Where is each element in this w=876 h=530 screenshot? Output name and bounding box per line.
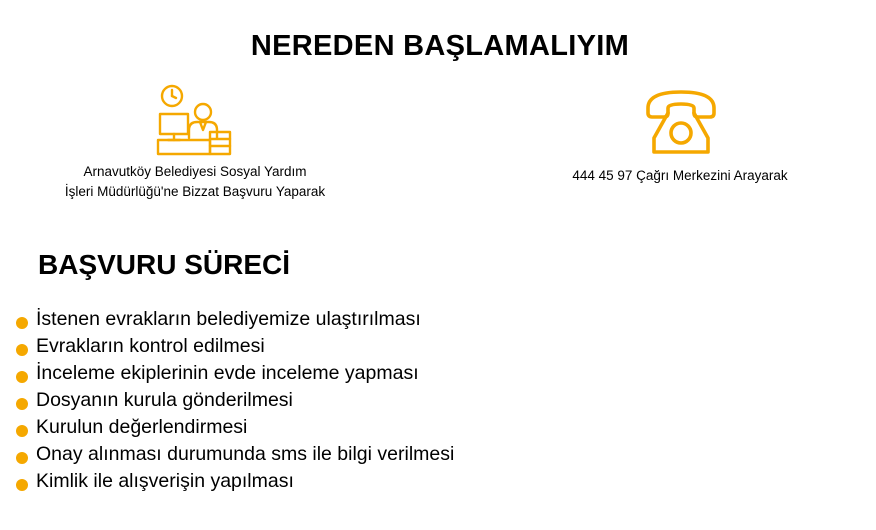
step-text: İstenen evrakların belediyemize ulaştırılması [36,308,421,330]
process-steps-list [16,306,454,495]
step-text: Dosyanın kurula gönderilmesi [36,389,293,411]
step-text: Kurulun değerlendirmesi [36,416,248,438]
call-center-caption: 444 45 97 Çağrı Merkezini Arayarak [572,168,788,183]
list-item [16,414,454,441]
step-text: Kimlik ile alışverişin yapılması [36,470,294,492]
step-text: Evrakların kontrol edilmesi [36,335,265,357]
process-section-title: BAŞVURU SÜRECİ [38,249,291,280]
list-item [16,306,454,333]
bullet-icon [16,317,28,329]
list-item [16,468,454,495]
office-desk-clock-icon [156,84,232,156]
step-text: Onay alınması durumunda sms ile bilgi verilmesi [36,443,455,465]
bullet-icon [16,479,28,491]
caption-line-2: İşleri Müdürlüğü'ne Bizzat Başvuru Yaparak [64,184,326,199]
bullet-icon [16,398,28,410]
list-item [16,441,454,468]
caption-line-1: Arnavutköy Belediyesi Sosyal Yardım [83,164,307,179]
step-text: İnceleme ekiplerinin evde inceleme yapması [36,362,419,384]
list-item [16,387,454,414]
bullet-icon [16,344,28,356]
list-item [16,333,454,360]
bullet-icon [16,425,28,437]
page-title: NEREDEN BAŞLAMALIYIM [250,30,630,62]
bullet-icon [16,371,28,383]
telephone-icon [644,86,718,156]
bullet-icon [16,452,28,464]
list-item [16,360,454,387]
in-person-application-caption [40,162,350,202]
